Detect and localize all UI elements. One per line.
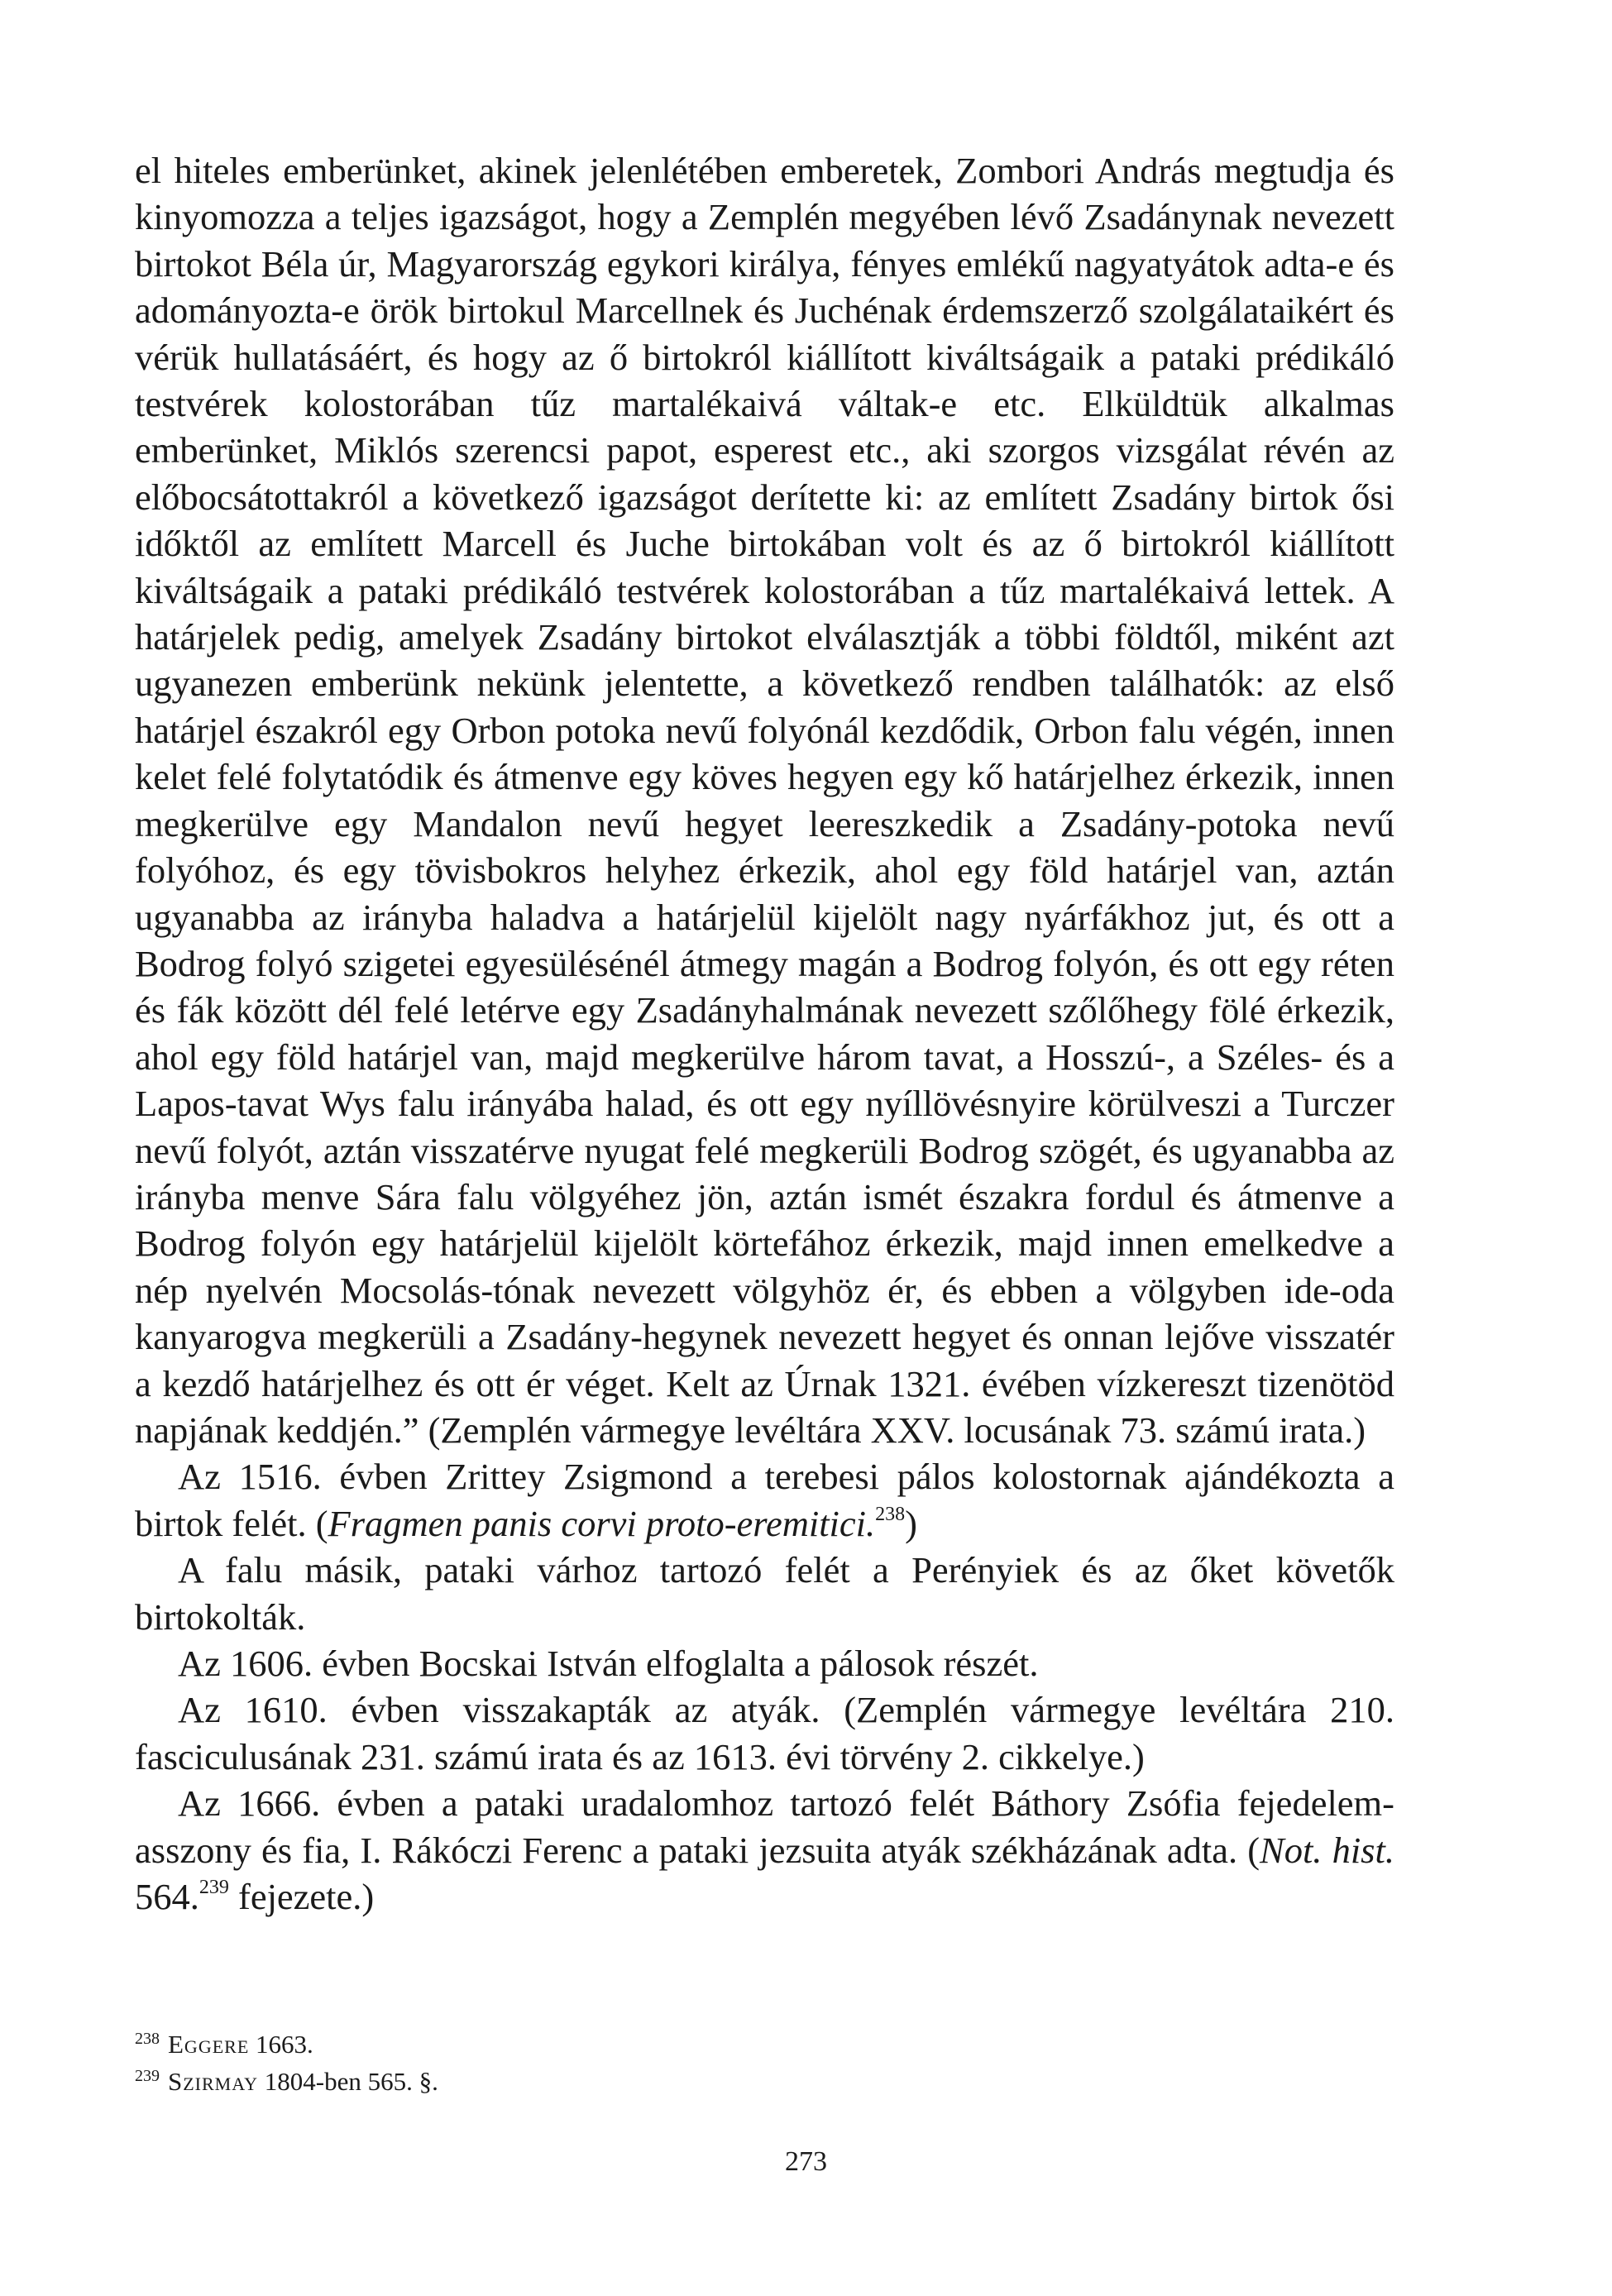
footnote-238: $^{238}$ Eggere 1663.	[135, 2030, 313, 2059]
footnotes	[135, 2023, 1394, 2097]
paragraph-1610: Az 1610. évben visszakapták az atyák. (Zemplén vármegye levéltára 210. fasciculusának 231. számú irata és az 1613. évi törvény 2. cikkelye.)	[135, 1689, 1394, 1777]
paragraph-1606: Az 1606. évben Bocskai István elfoglalta a pálosok részét.	[178, 1643, 1039, 1684]
paragraph-charter-continuation: el hiteles emberünket, akinek jelenlétében emberetek, Zombori András megtudja és kinyomozza a teljes igazságot, hogy a Zemplén megyében lévő Zsadánynak nevezett birtokot Béla úr, Magyarország egykori királya, fényes emlékű nagyatyátok adta-e és adományozta-e örök birtokul Marcellnek és Juchénak érdemszerző szolgálataikért és vérük hullatásáért, és hogy az ő birtokról kiállított kiváltságaik a pataki prédikáló testvérek kolostorában tűz martalékaivá váltak-e etc. Elküldtük alkalmas emberünket, Miklós szerencsi papot, esperest etc., aki szorgos vizsgálat révén az előbocsátottakról a következő igazságot derítette ki: az említett Zsadány birtok ősi időktől az említett Marcell és Juche birtokában volt és az ő birtokról kiállított kiváltságaik a pataki prédikáló testvérek kolostorában a tűz martalékaivá lettek. A határjelek pedig, amelyek Zsadány birtokot elválasztják a többi földtől, miként azt ugyanezen emberünk nekünk jelentette, a következő rendben találhatók: az első határjel északról egy Orbon potoka nevű folyónál kezdődik, Orbon falu végén, innen kelet felé folytatódik és átmenve egy köves hegyen egy kő határjelhez érkezik, innen megkerülve egy Mandalon nevű hegyet leereszkedik a Zsadány-potoka nevű folyóhoz, és egy tövisbokros helyhez érkezik, ahol egy föld határjel van, aztán ugyanabba az irányba haladva a határjelül kijelölt nagy nyárfákhoz jut, és ott a Bodrog folyó szigetei egyesülésénél átmegy magán a Bodrog folyón, és ott egy réten és fák között dél felé letérve egy Zsadányhalmának nevezett szőlőhegy fölé érkezik, ahol egy föld határjel van, majd megkerülve három tavat, a Hosszú-, a Széles- és a Lapos-tavat Wys falu irányába halad, és ott egy nyíllövésnyire körülveszi a Turczer nevű folyót, aztán visszatérve nyugat felé megkerüli Bodrog szögét, és ugyanabba az irányba menve Sára falu völgyéhez jön, aztán ismét északra fordul és átmenve a Bodrog folyón egy határjelül kijelölt körtefához érkezik, majd innen emelkedve a nép nyelvén Mocsolás-tónak nevezett völgyhöz ér, és ebben a völgyben ide-oda kanyarogva megkerüli a Zsadány-hegynek nevezett hegyet és onnan lejőve visszatér a kezdő határjelhez és ott ér véget. Kelt az Úrnak 1321. évében vízkereszt tizenötöd napjának keddjén.” (Zemplén vármegye levéltára XXV. locusának 73. számú irata.)	[135, 150, 1394, 1451]
paragraph-perenyi: A falu másik, pataki várhoz tartozó felét a Perényiek és az őket követők birtokolták.	[135, 1549, 1394, 1638]
footnote-239: $^{239}$ Szirmay 1804-ben 565. §.	[135, 2067, 438, 2096]
footnote-ref-238: 238	[875, 1503, 906, 1525]
paragraph-1516: Az 1516. évben Zrittey Zsigmond a terebesi pálos kolostornak ajándékozta a birtok felét. (Fragmen panis corvi proto-eremitici.$^{238}$)	[135, 1456, 1394, 1544]
footnote-ref-239: 239	[199, 1877, 229, 1899]
page-number: 273	[785, 2146, 827, 2177]
body-text	[135, 147, 1394, 1920]
paragraph-1666: Az 1666. évben a pataki uradalomhoz tartozó felét Báthory Zsófia fejedelem-asszony és fia, I. Rákóczi Ferenc a pataki jezsuita atyák székházának adta. (Not. hist. 564.$^{239}$ fejezete.)	[135, 1782, 1394, 1918]
italic-source-title: Fragmen panis corvi proto-eremitici.	[328, 1502, 876, 1544]
italic-not-hist: Not. hist.	[1260, 1829, 1394, 1871]
